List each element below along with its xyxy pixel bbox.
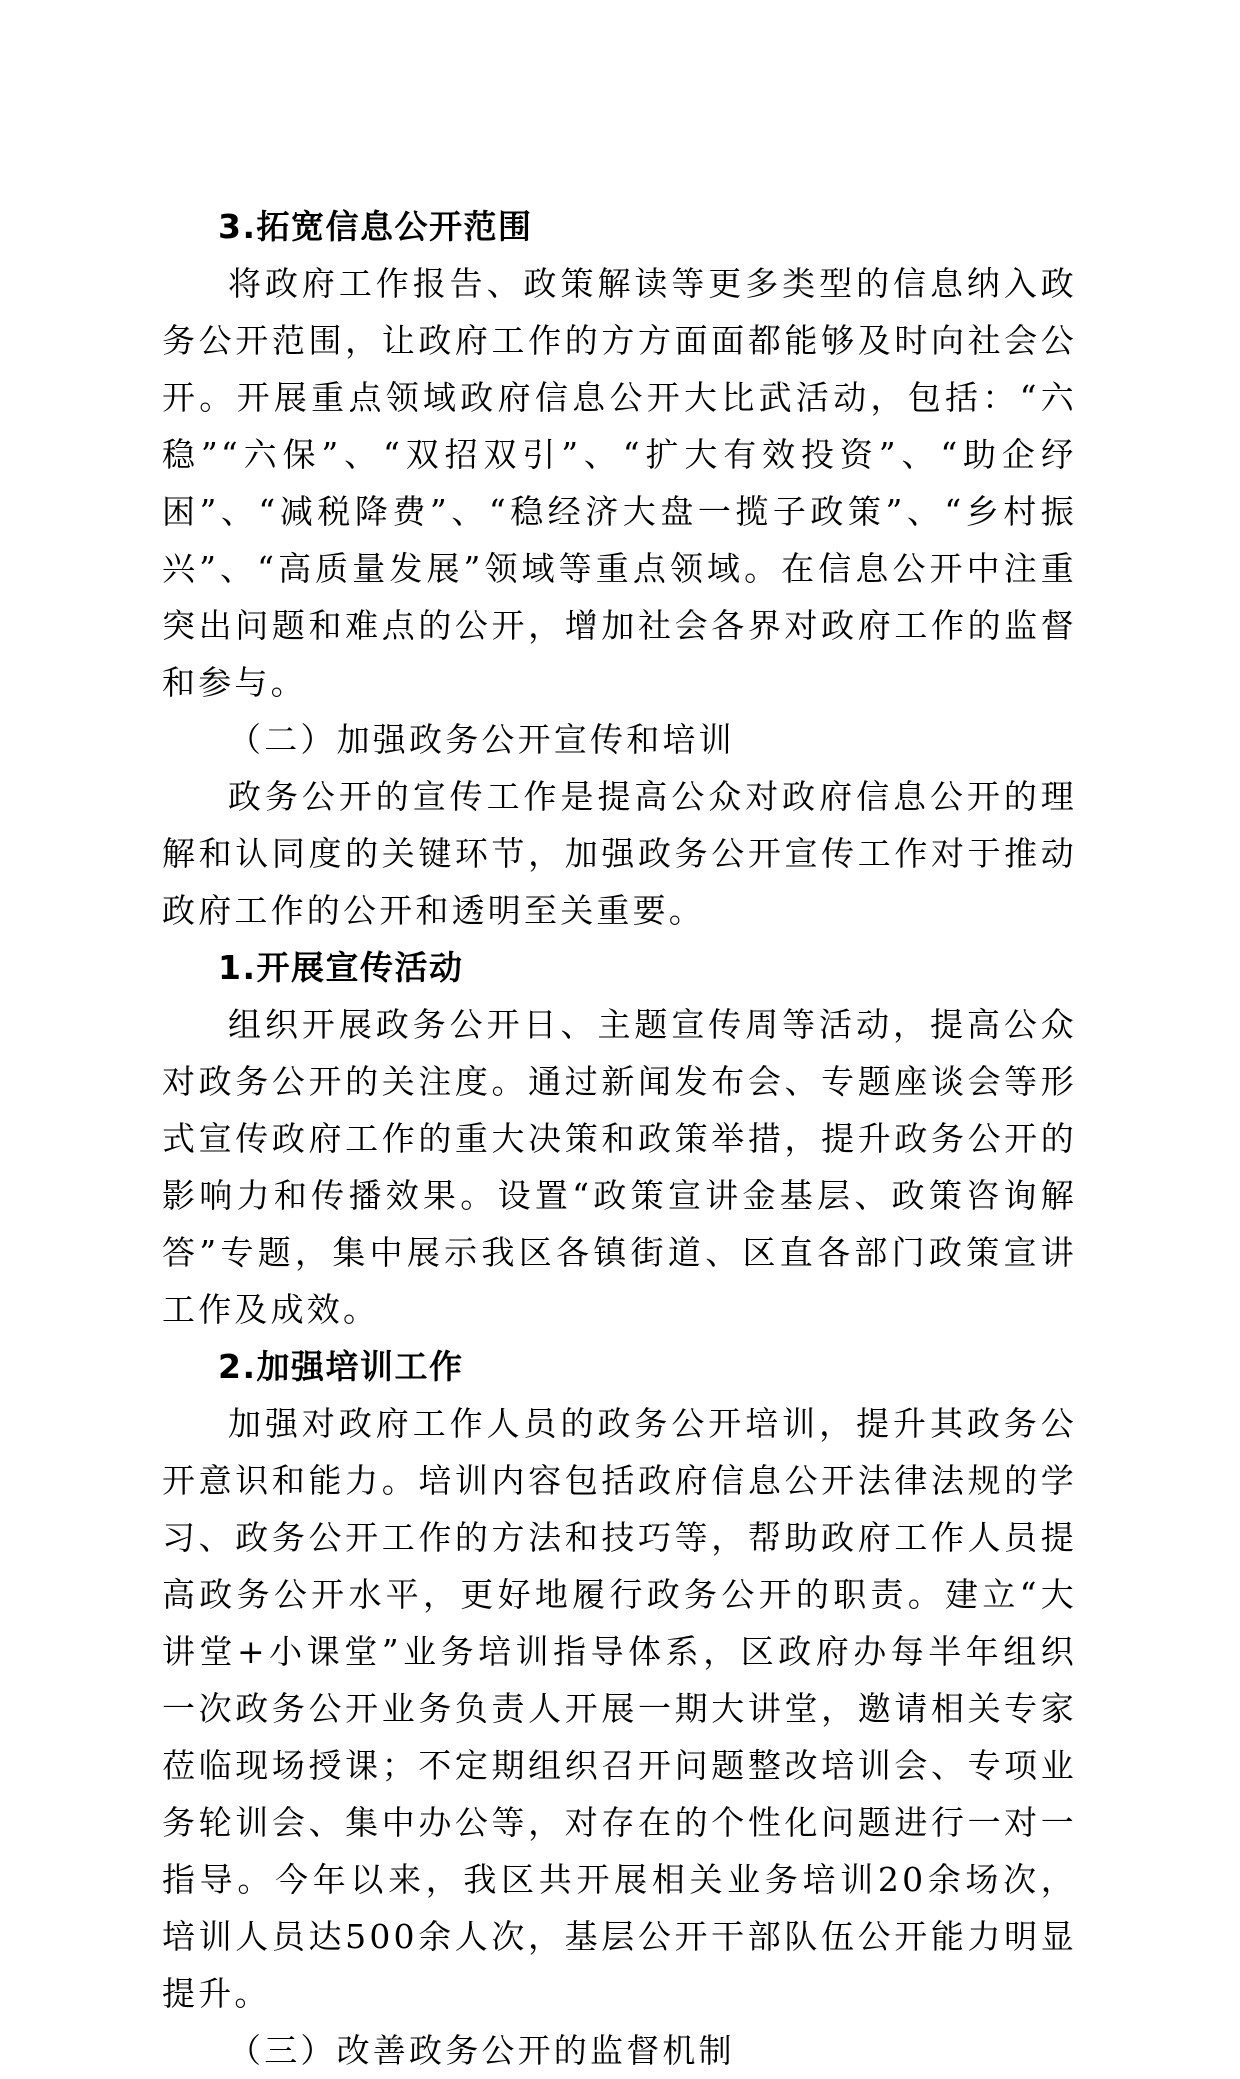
- heading-broaden-disclosure: 3.拓宽信息公开范围: [218, 207, 533, 246]
- paragraph-training-work: 加强对政府工作人员的政务公开培训，提升其政务公开意识和能力。培训内容包括政府信息公开法律法规的学习、政务公开工作的方法和技巧等，帮助政府工作人员提高政务公开水平，更好地履行政务公开的职责。建立“大讲堂+小课堂”业务培训指导体系，区政府办每半年组织一次政务公开业务负责人开展一期大讲堂，邀请相关专家莅临现场授课；不定期组织召开问题整改培训会、专项业务轮训会、集中办公等，对存在的个性化问题进行一对一指导。今年以来，我区共开展相关业务培训20余场次，培训人员达500余人次，基层公开干部队伍公开能力明显提升。: [162, 1404, 1077, 2013]
- heading-publicity-activities: 1.开展宣传活动: [218, 948, 464, 987]
- section-heading-supervision: （三）改善政务公开的监督机制: [228, 2031, 735, 2070]
- heading-training-work: 2.加强培训工作: [218, 1347, 464, 1386]
- document-body: [162, 198, 1077, 2079]
- paragraph-publicity-importance: 政务公开的宣传工作是提高公众对政府信息公开的理解和认同度的关键环节，加强政务公开宣传工作对于推动政府工作的公开和透明至关重要。: [162, 777, 1077, 930]
- paragraph-disclosure-scope: 将政府工作报告、政策解读等更多类型的信息纳入政务公开范围，让政府工作的方方面面都能够及时向社会公开。开展重点领域政府信息公开大比武活动，包括：“六稳”“六保”、“双招双引”、“扩大有效投资”、“助企纾困”、“减税降费”、“稳经济大盘一揽子政策”、“乡村振兴”、“高质量发展”领域等重点领域。在信息公开中注重突出问题和难点的公开，增加社会各界对政府工作的监督和参与。: [162, 264, 1077, 702]
- paragraph-publicity-activities: 组织开展政务公开日、主题宣传周等活动，提高公众对政务公开的关注度。通过新闻发布会、专题座谈会等形式宣传政府工作的重大决策和政策举措，提升政务公开的影响力和传播效果。设置“政策宣讲金基层、政策咨询解答”专题，集中展示我区各镇街道、区直各部门政策宣讲工作及成效。: [162, 1005, 1077, 1329]
- section-heading-publicity-training: （二）加强政务公开宣传和培训: [228, 720, 735, 759]
